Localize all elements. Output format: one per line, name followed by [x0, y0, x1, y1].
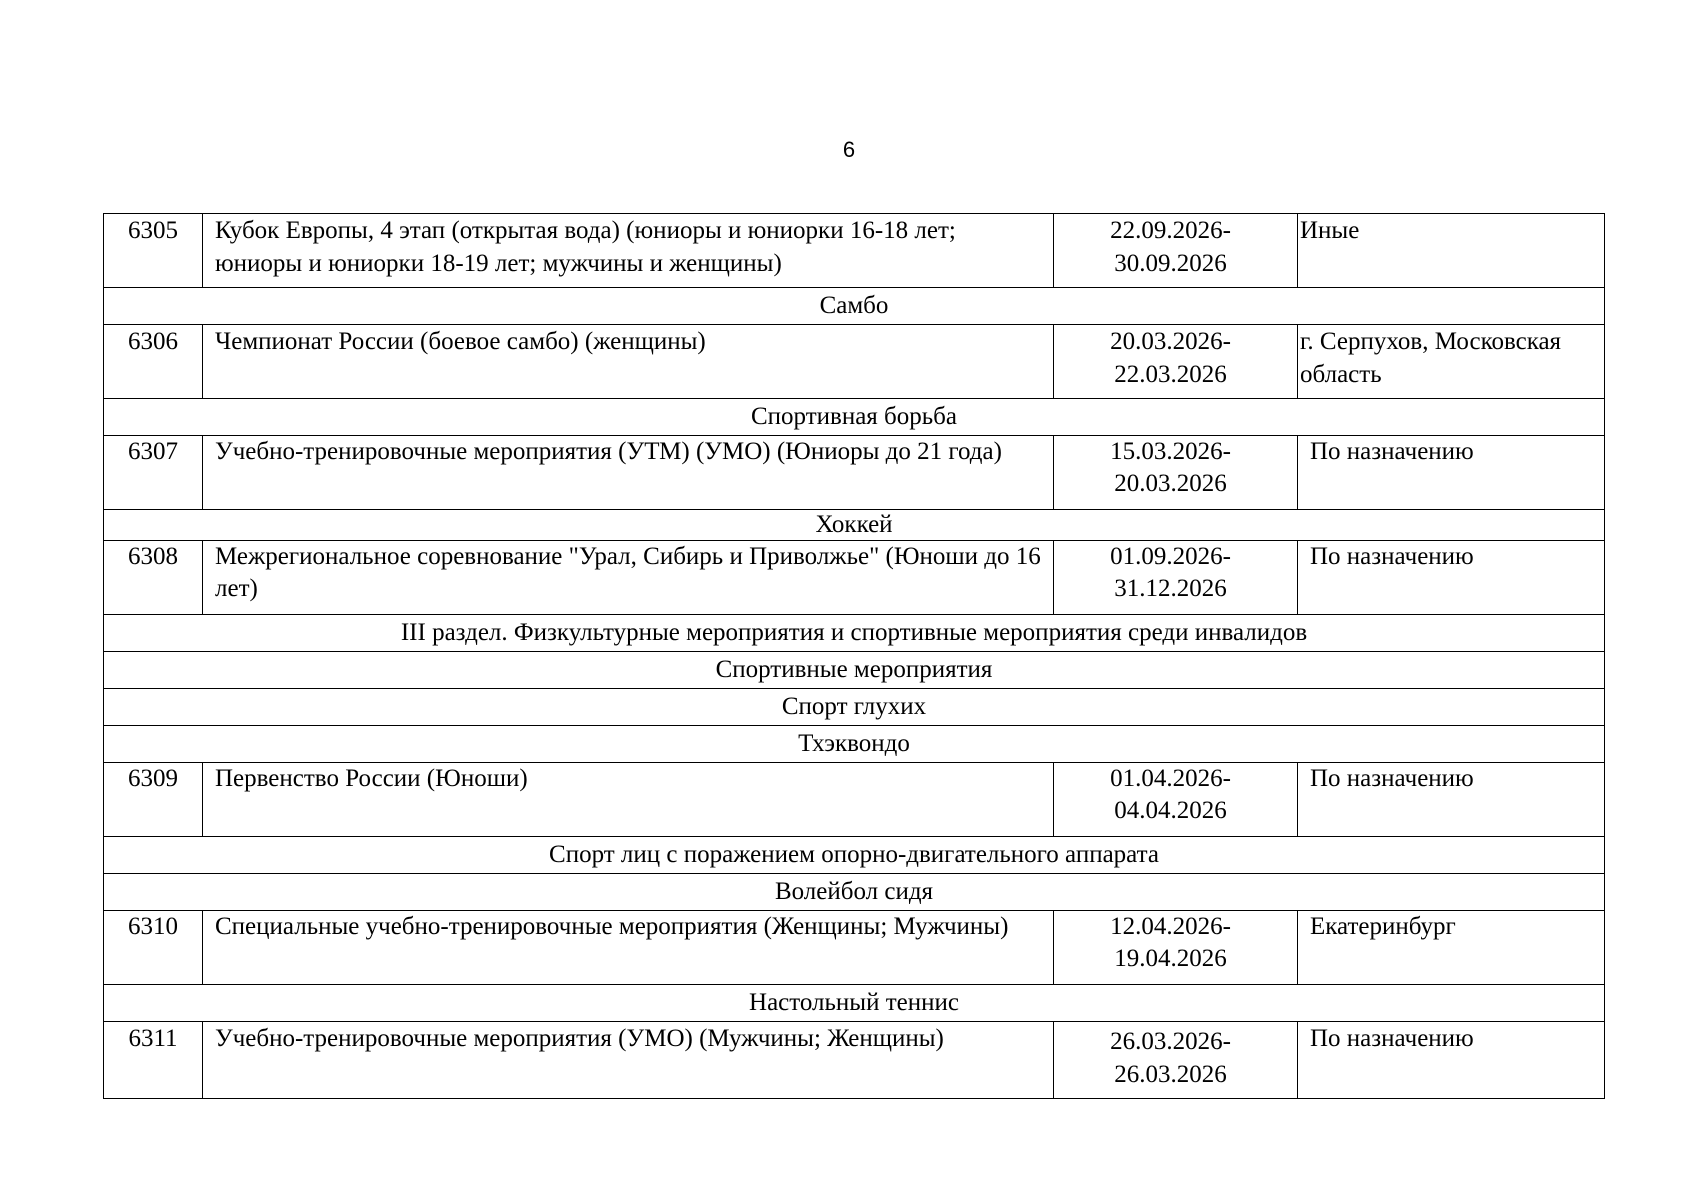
section-header	[104, 652, 1605, 689]
section-header	[104, 615, 1605, 652]
section-header	[104, 874, 1605, 911]
section-title: Тхэквондо	[104, 726, 1605, 763]
event-number: 6310	[104, 911, 203, 985]
date-start: 15.03.2026-	[1110, 438, 1231, 465]
section-header	[104, 985, 1605, 1022]
event-number: 6305	[104, 214, 203, 288]
event-dates	[1054, 436, 1298, 510]
section-title: III раздел. Физкультурные мероприятия и спортивные мероприятия среди инвалидов	[104, 615, 1605, 652]
date-start: 01.04.2026-	[1110, 765, 1231, 792]
section-header	[104, 510, 1605, 541]
event-place: г. Серпухов, Московская область	[1298, 325, 1605, 399]
event-name: Учебно-тренировочные мероприятия (УМО) (Мужчины; Женщины)	[203, 1022, 1054, 1099]
date-start: 22.09.2026-	[1110, 217, 1231, 244]
table-row	[104, 214, 1605, 288]
section-title: Спорт лиц с поражением опорно-двигательного аппарата	[104, 837, 1605, 874]
section-title: Самбо	[104, 288, 1605, 325]
section-title: Хоккей	[104, 510, 1605, 541]
event-dates	[1054, 763, 1298, 837]
event-number: 6311	[104, 1022, 203, 1099]
section-title: Волейбол сидя	[104, 874, 1605, 911]
section-header	[104, 837, 1605, 874]
events-table	[103, 213, 1605, 1099]
table-row	[104, 911, 1605, 985]
event-place: По назначению	[1298, 541, 1605, 615]
date-start: 01.09.2026-	[1110, 543, 1231, 570]
date-end: 04.04.2026	[1114, 797, 1227, 824]
section-header	[104, 689, 1605, 726]
event-name: Учебно-тренировочные мероприятия (УТМ) (УМО) (Юниоры до 21 года)	[203, 436, 1054, 510]
event-place: Екатеринбург	[1298, 911, 1605, 985]
table-row	[104, 763, 1605, 837]
event-place: Иные	[1298, 214, 1605, 288]
event-name: Первенство России (Юноши)	[203, 763, 1054, 837]
section-title: Спорт глухих	[104, 689, 1605, 726]
event-place: По назначению	[1298, 436, 1605, 510]
section-header	[104, 726, 1605, 763]
date-end: 19.04.2026	[1114, 945, 1227, 972]
date-end: 26.03.2026	[1114, 1061, 1227, 1088]
event-dates	[1054, 911, 1298, 985]
date-end: 22.03.2026	[1114, 361, 1227, 388]
table-row	[104, 1022, 1605, 1099]
section-header	[104, 288, 1605, 325]
date-end: 31.12.2026	[1114, 575, 1227, 602]
date-start: 26.03.2026-	[1110, 1028, 1231, 1055]
date-end: 20.03.2026	[1114, 470, 1227, 497]
event-number: 6307	[104, 436, 203, 510]
table-row	[104, 325, 1605, 399]
event-dates	[1054, 1022, 1298, 1099]
section-header	[104, 399, 1605, 436]
section-title: Спортивная борьба	[104, 399, 1605, 436]
page-number: 6	[842, 137, 856, 162]
event-name: Специальные учебно-тренировочные мероприятия (Женщины; Мужчины)	[203, 911, 1054, 985]
event-dates	[1054, 325, 1298, 399]
event-number: 6309	[104, 763, 203, 837]
section-title: Настольный теннис	[104, 985, 1605, 1022]
event-number: 6308	[104, 541, 203, 615]
table-row	[104, 436, 1605, 510]
event-name: Межрегиональное соревнование "Урал, Сибирь и Приволжье" (Юноши до 16 лет)	[203, 541, 1054, 615]
event-dates	[1054, 541, 1298, 615]
event-dates	[1054, 214, 1298, 288]
event-place: По назначению	[1298, 1022, 1605, 1099]
event-name: Кубок Европы, 4 этап (открытая вода) (юниоры и юниорки 16-18 лет; юниоры и юниорки 18-19 лет; мужчины и женщины)	[203, 214, 1054, 288]
event-number: 6306	[104, 325, 203, 399]
event-name: Чемпионат России (боевое самбо) (женщины)	[203, 325, 1054, 399]
event-place: По назначению	[1298, 763, 1605, 837]
date-start: 12.04.2026-	[1110, 913, 1231, 940]
section-title: Спортивные мероприятия	[104, 652, 1605, 689]
table-row	[104, 541, 1605, 615]
date-start: 20.03.2026-	[1110, 328, 1231, 355]
date-end: 30.09.2026	[1114, 250, 1227, 277]
